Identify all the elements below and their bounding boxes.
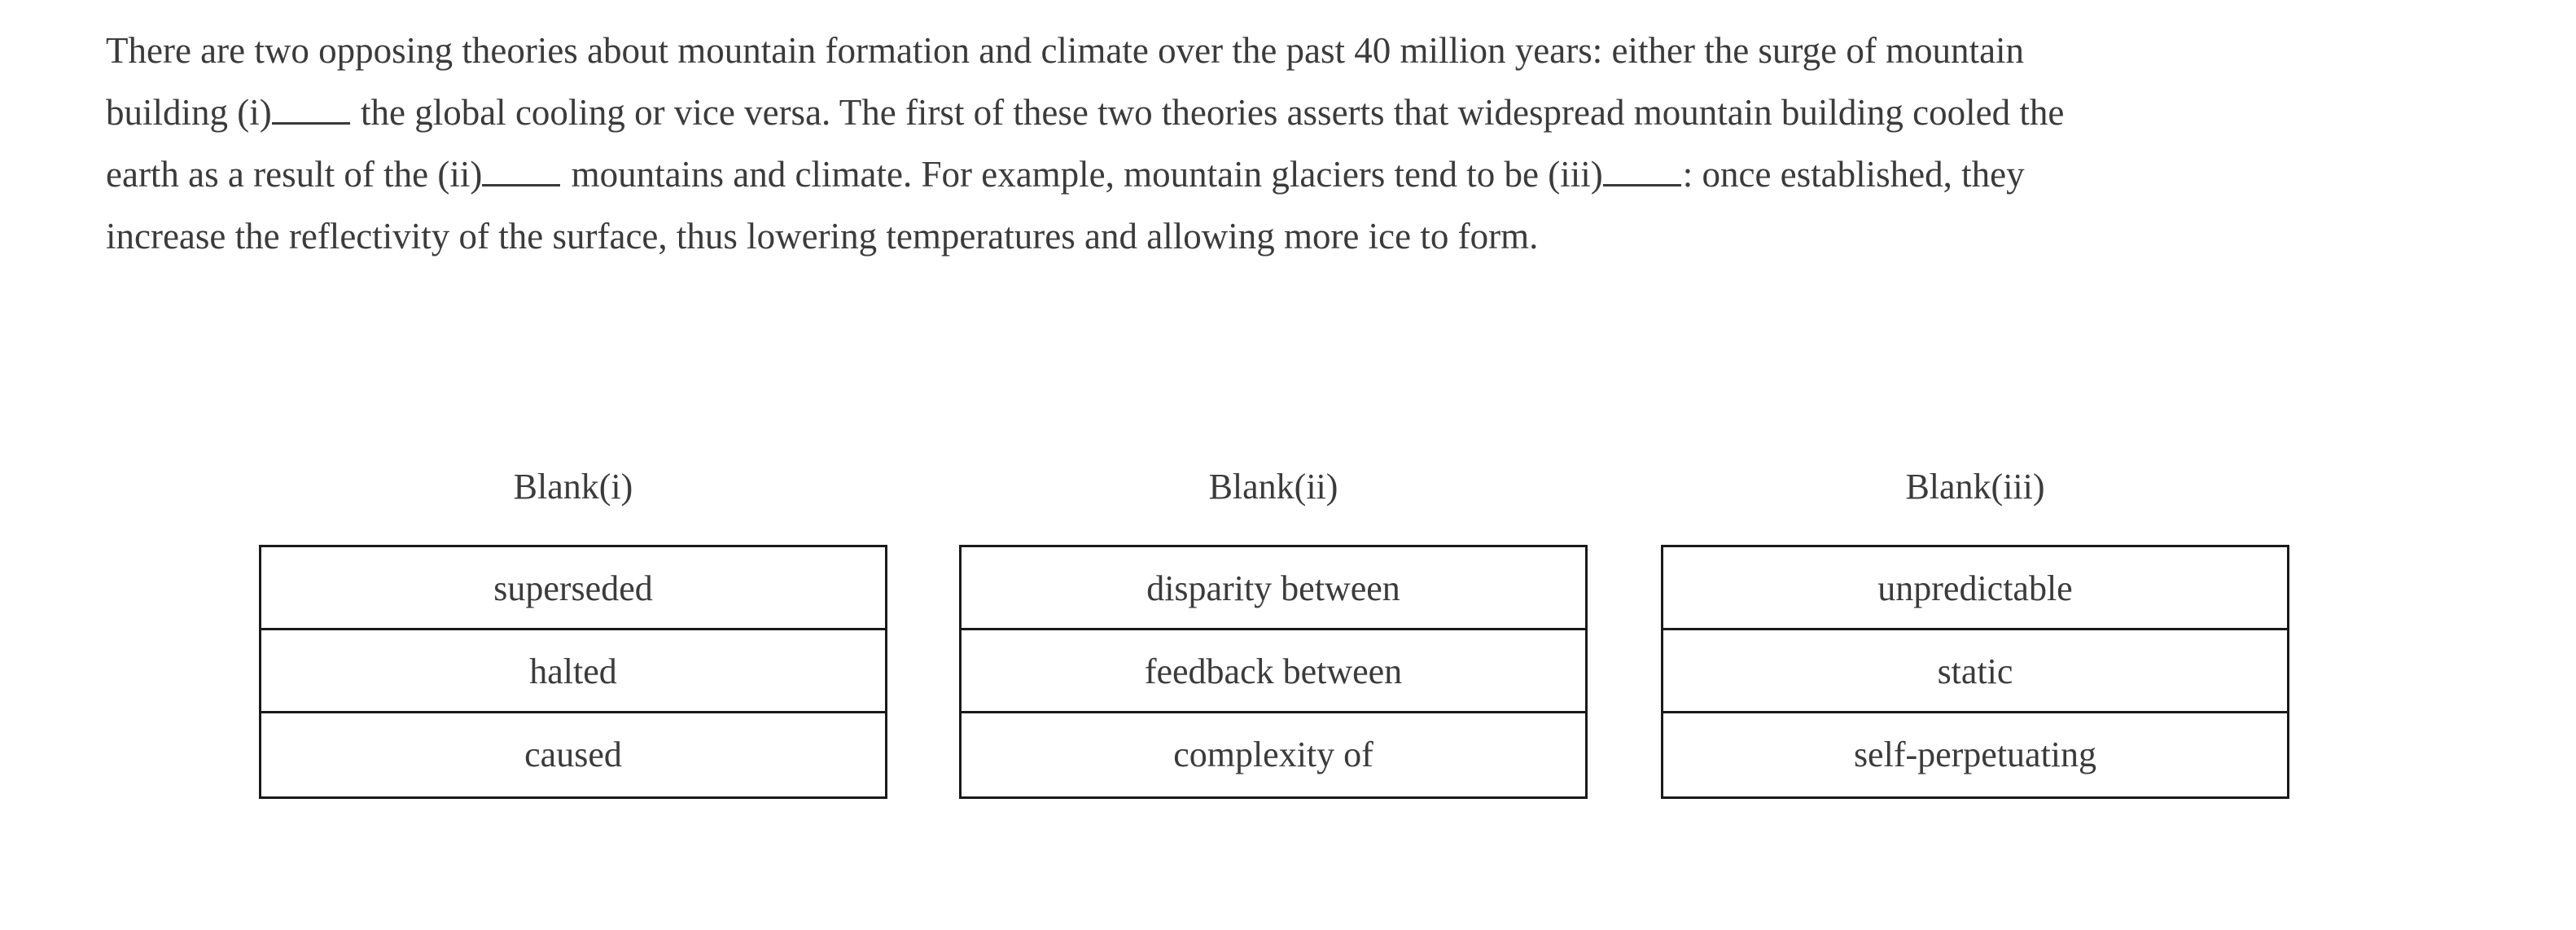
passage-line — [106, 205, 2467, 267]
passage-line — [106, 20, 2467, 81]
answer-option[interactable]: complexity of — [962, 713, 1585, 796]
answer-column-1 — [259, 466, 887, 799]
passage-text-segment: mountains and climate. For example, mountain glaciers tend to be (iii) — [562, 154, 1603, 195]
answer-option-table — [259, 545, 887, 799]
passage-text-segment: : once established, they — [1682, 154, 2025, 195]
answer-option[interactable]: feedback between — [962, 630, 1585, 713]
passage-text-segment: earth as a result of the (ii) — [106, 154, 483, 195]
answer-option[interactable]: disparity between — [962, 547, 1585, 630]
answer-option[interactable]: unpredictable — [1663, 547, 2287, 630]
answer-blank[interactable] — [1603, 156, 1681, 186]
answer-columns — [0, 466, 2576, 849]
answer-option[interactable]: superseded — [261, 547, 885, 630]
answer-column-2 — [959, 466, 1588, 799]
answer-column-header: Blank(ii) — [1208, 467, 1338, 507]
answer-option-table — [959, 545, 1588, 799]
passage-text-segment: building (i) — [106, 92, 272, 133]
answer-column-header: Blank(iii) — [1905, 467, 2045, 507]
answer-option[interactable]: self-perpetuating — [1663, 713, 2287, 796]
answer-column-header: Blank(i) — [513, 467, 633, 507]
answer-option-table — [1661, 545, 2289, 799]
passage-text — [106, 20, 2467, 267]
answer-column-3 — [1661, 466, 2289, 799]
answer-option[interactable]: halted — [261, 630, 885, 713]
answer-blank[interactable] — [482, 156, 560, 186]
passage-line — [106, 143, 2467, 205]
passage-text-segment: the global cooling or vice versa. The first of these two theories asserts that widespread mountain building cooled the — [351, 92, 2065, 133]
answer-option[interactable]: caused — [261, 713, 885, 796]
answer-option[interactable]: static — [1663, 630, 2287, 713]
passage-text-segment: There are two opposing theories about mountain formation and climate over the past 40 million years: either the surge of mountain — [106, 30, 2025, 71]
passage-text-segment: increase the reflectivity of the surface, thus lowering temperatures and allowing more ice to form. — [106, 216, 1539, 257]
passage-line — [106, 81, 2467, 143]
answer-blank[interactable] — [272, 94, 350, 125]
